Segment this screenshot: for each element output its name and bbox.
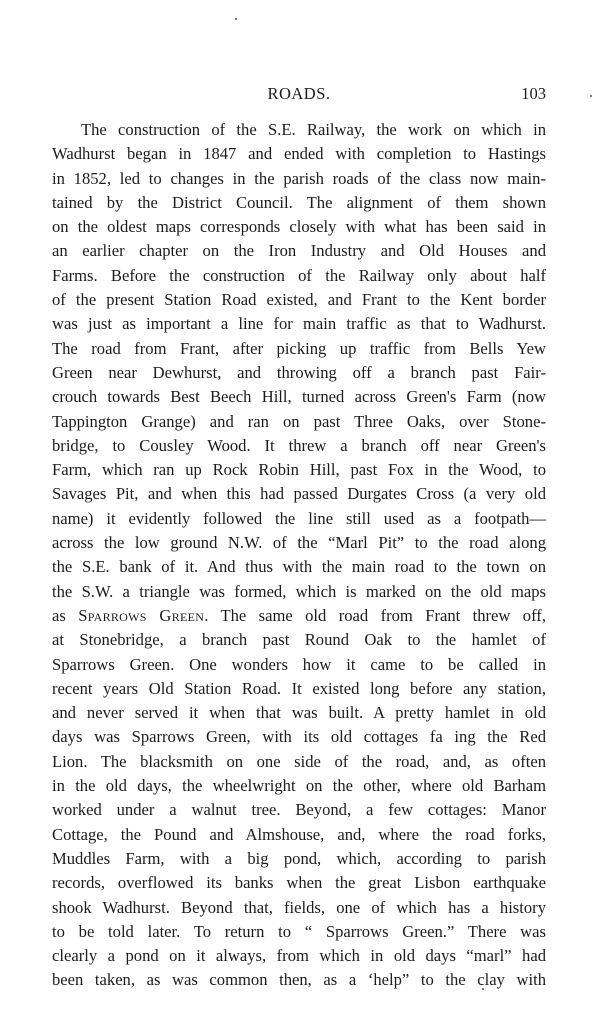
top-speck	[235, 18, 237, 20]
text-line: to be told later. To return to “ Sparrows Green.” There was	[52, 921, 546, 941]
body-paragraph	[52, 118, 546, 993]
text-line: The road from Frant, after picking up traffic from Bells Yew	[52, 338, 546, 358]
text-line: Savages Pit, and when this had passed Durgates Cross (a very old	[52, 484, 546, 504]
text-line: Lion. The blacksmith on one side of the road, and, as often	[52, 751, 546, 771]
text-line: crouch towards Best Beech Hill, turned across Green's Farm (now	[52, 387, 546, 407]
text-segment: . The same old road from Frant threw off,	[204, 605, 546, 625]
text-line: in the old days, the wheelwright on the other, where old Barham	[52, 776, 546, 796]
text-line: Cottage, the Pound and Almshouse, and, where the road forks,	[52, 824, 546, 844]
text-line: clearly a pond on it always, from which in old days “marl” had	[52, 946, 546, 966]
text-line: an earlier chapter on the Iron Industry and Old Houses and	[52, 241, 546, 261]
text-line: at Stonebridge, a branch past Round Oak to the hamlet of	[52, 630, 546, 650]
text-line-sparrows-green	[52, 604, 546, 628]
text-line: was just as important a line for main traffic as that to Wadhurst.	[52, 314, 546, 334]
text-line: recent years Old Station Road. It existed long before any station,	[52, 678, 546, 698]
text-line: Farm, which ran up Rock Robin Hill, past Fox in the Wood, to	[52, 460, 546, 480]
text-line: Muddles Farm, with a big pond, which, according to parish	[52, 848, 546, 868]
text-line: on the oldest maps corresponds closely with what has been said in	[52, 217, 546, 237]
text-line: tained by the District Council. The alignment of them shown	[52, 192, 546, 212]
text-line: and never served it when that was built. A pretty hamlet in old	[52, 703, 546, 723]
page-number: 103	[521, 84, 546, 103]
margin-speck	[590, 95, 592, 97]
text-line: Tappington Grange) and ran on past Three Oaks, over Stone-	[52, 411, 546, 431]
text-line: of the present Station Road existed, and Frant to the Kent border	[52, 290, 546, 310]
text-line: bridge, to Cousley Wood. It threw a branch off near Green's	[52, 435, 546, 455]
text-line: Wadhurst began in 1847 and ended with completion to Hastings	[52, 144, 546, 164]
text-line: Farms. Before the construction of the Railway only about half	[52, 265, 546, 285]
running-head: ROADS.	[267, 84, 331, 103]
place-name-small-caps: Sparrows Green	[78, 605, 205, 625]
text-line: been taken, as was common then, as a ‘help” to the clay with	[52, 970, 546, 990]
text-segment: as	[52, 605, 79, 625]
text-line: in 1852, led to changes in the parish roads of the class now main-	[52, 168, 546, 188]
text-line: Sparrows Green. One wonders how it came to be called in	[52, 654, 546, 674]
text-line: The construction of the S.E. Railway, the work on which in	[81, 120, 546, 139]
text-line: Green near Dewhurst, and throwing off a branch past Fair-	[52, 362, 546, 382]
text-line: across the low ground N.W. of the “Marl Pit” to the road along	[52, 533, 546, 553]
text-line: the S.E. bank of it. And thus with the main road to the town on	[52, 557, 546, 577]
text-line: shook Wadhurst. Beyond that, fields, one of which has a history	[52, 897, 546, 917]
text-line: the S.W. a triangle was formed, which is marked on the old maps	[52, 581, 546, 601]
text-line: worked under a walnut tree. Beyond, a few cottages: Manor	[52, 800, 546, 820]
text-line: name) it evidently followed the line still used as a footpath—	[52, 508, 546, 528]
page-header	[52, 84, 546, 108]
text-line: days was Sparrows Green, with its old cottages fa ing the Red	[52, 727, 546, 747]
text-line: records, overflowed its banks when the great Lisbon earthquake	[52, 873, 546, 893]
